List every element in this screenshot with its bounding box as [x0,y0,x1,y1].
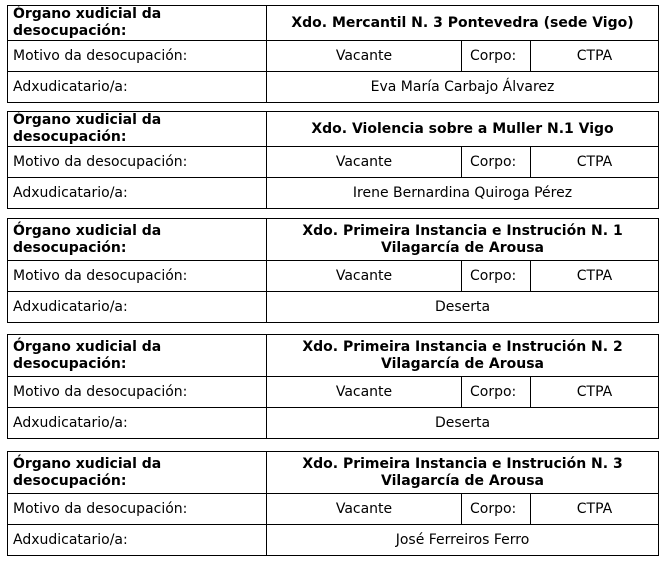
corpo-value: CTPA [531,494,659,525]
organ-value: Xdo. Primeira Instancia e Instrución N. 1 Vilagarcía de Arousa [267,219,659,261]
vacancy-table [7,451,659,556]
organ-label: Órgano xudicial da desocupación: [8,6,267,41]
motivo-label: Motivo da desocupación: [8,377,267,408]
motivo-label: Motivo da desocupación: [8,261,267,292]
adxudicatario-value: Deserta [267,292,659,323]
organ-label: Órgano xudicial da desocupación: [8,112,267,147]
adxudicatario-label: Adxudicatario/a: [8,525,267,556]
motivo-label: Motivo da desocupación: [8,147,267,178]
organ-label: Órgano xudicial da desocupación: [8,335,267,377]
motivo-value: Vacante [267,261,462,292]
corpo-label: Corpo: [462,261,531,292]
adxudicatario-label: Adxudicatario/a: [8,178,267,209]
corpo-label: Corpo: [462,147,531,178]
organ-value: Xdo. Primeira Instancia e Instrución N. 2 Vilagarcía de Arousa [267,335,659,377]
organ-value: Xdo. Violencia sobre a Muller N.1 Vigo [267,112,659,147]
organ-label: Órgano xudicial da desocupación: [8,219,267,261]
organ-value: Xdo. Primeira Instancia e Instrución N. 3 Vilagarcía de Arousa [267,452,659,494]
motivo-value: Vacante [267,494,462,525]
corpo-value: CTPA [531,147,659,178]
motivo-value: Vacante [267,41,462,72]
corpo-label: Corpo: [462,494,531,525]
adxudicatario-value: Irene Bernardina Quiroga Pérez [267,178,659,209]
adxudicatario-value: José Ferreiros Ferro [267,525,659,556]
adxudicatario-label: Adxudicatario/a: [8,408,267,439]
vacancy-table [7,334,659,439]
corpo-value: CTPA [531,41,659,72]
corpo-label: Corpo: [462,41,531,72]
motivo-label: Motivo da desocupación: [8,494,267,525]
motivo-value: Vacante [267,377,462,408]
adxudicatario-value: Eva María Carbajo Álvarez [267,72,659,103]
motivo-value: Vacante [267,147,462,178]
vacancy-table [7,218,659,323]
adxudicatario-label: Adxudicatario/a: [8,292,267,323]
adxudicatario-value: Deserta [267,408,659,439]
vacancy-table [7,5,659,103]
corpo-label: Corpo: [462,377,531,408]
adxudicatario-label: Adxudicatario/a: [8,72,267,103]
motivo-label: Motivo da desocupación: [8,41,267,72]
vacancy-table [7,111,659,209]
corpo-value: CTPA [531,261,659,292]
organ-label: Órgano xudicial da desocupación: [8,452,267,494]
organ-value: Xdo. Mercantil N. 3 Pontevedra (sede Vigo) [267,6,659,41]
corpo-value: CTPA [531,377,659,408]
